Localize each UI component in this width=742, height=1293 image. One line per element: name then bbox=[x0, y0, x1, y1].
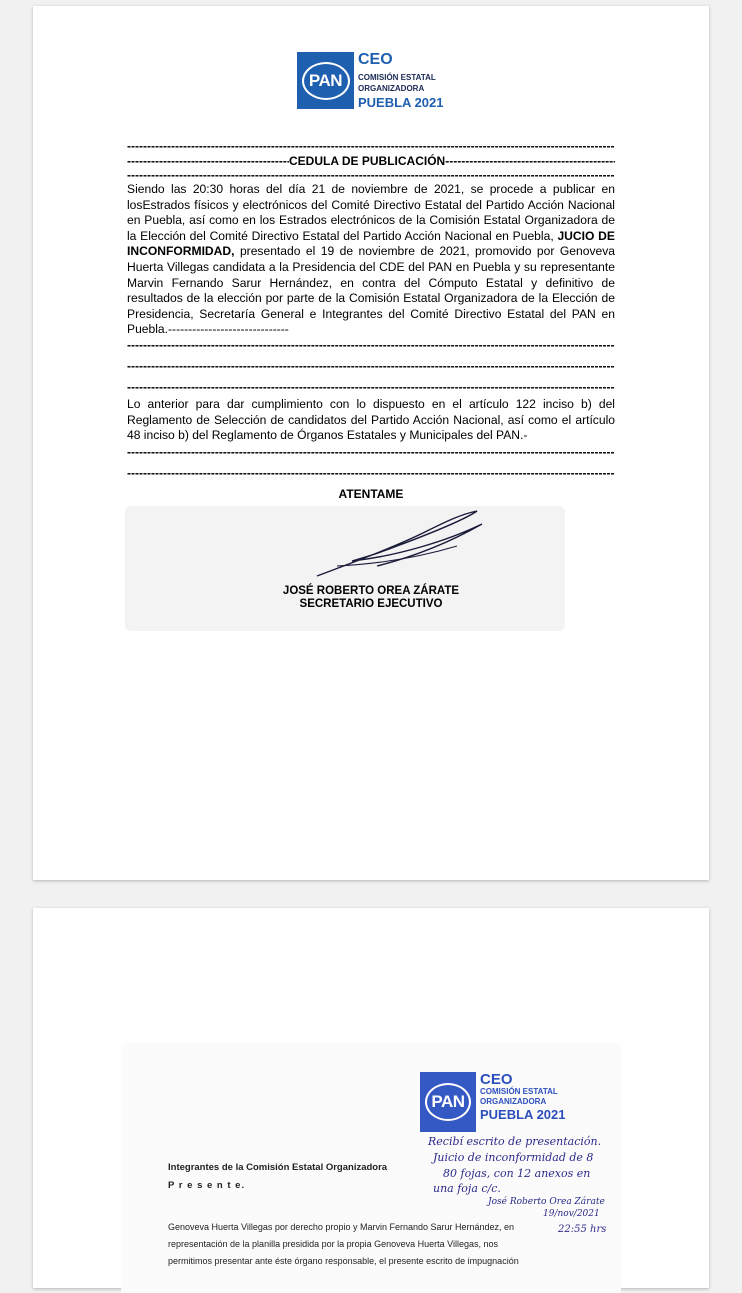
ceo-pan-stamp-logo: PAN CEO COMISIÓN ESTATAL ORGANIZADORA PUEBLA 2021 bbox=[420, 1072, 566, 1132]
handwritten-receipt-line: Juicio de inconformidad de 8 bbox=[433, 1151, 594, 1164]
pan-emblem-icon: PAN bbox=[297, 52, 354, 109]
cedula-body bbox=[127, 140, 615, 480]
presente: P r e s e n t e. bbox=[168, 1180, 246, 1191]
logo-year-line: PUEBLA 2021 bbox=[358, 95, 444, 110]
compliance-paragraph: Lo anterior para dar cumplimiento con lo dispuesto en el artículo 122 inciso b) del Reglamento de Selección de candidatos del Partido Acción Nacional, así como el artículo 48 inciso b) del Reglamento de Órganos Estatales y Municipales del PAN.- bbox=[127, 396, 615, 443]
pan-emblem-icon: PAN bbox=[420, 1072, 476, 1132]
publication-paragraph: Siendo las 20:30 horas del día 21 de noviembre de 2021, se procede a publicar en losEstrados físicos y electrónicos del Comité Directivo Estatal del Partido Acción Nacional en Puebla, así como en los Estrados electrónicos de la Comisión Estatal Organizadora de la Elección del Comité Directivo Estatal del Partido Acción Nacional en Puebla, JUCIO DE INCONFORMIDAD, presentado el 19 de noviembre de 2021, promovido por Genoveva Huerta Villegas candidata a la Presidencia del CDE del PAN en Puebla y su representante Marvin Fernando Sarur Hernández, en contra del Cómputo Estatal y definitivo de resultados de la elección por parte de la Comisión Estatal Organizadora de la Elección de Presidencia, Secretaría General e Integrantes del Comité Directivo Estatal del PAN en Puebla.------------------------------ bbox=[127, 182, 615, 337]
body-line: representación de la planilla presidida por la propia Genoveva Huerta Villegas, nos bbox=[168, 1239, 499, 1249]
cedula-title: CEDULA DE PUBLICACIÓN bbox=[289, 154, 446, 168]
handwritten-receipt-line: 22:55 hrs bbox=[558, 1224, 607, 1235]
handwritten-receipt-line: una foja c/c. bbox=[433, 1182, 501, 1195]
signer-name: JOSÉ ROBERTO OREA ZÁRATE bbox=[282, 585, 460, 597]
handwritten-receipt-line: 80 fojas, con 12 anexos en bbox=[443, 1167, 591, 1180]
separator bbox=[127, 140, 615, 153]
handwritten-receipt-line: Recibí escrito de presentación. bbox=[428, 1135, 602, 1148]
separator bbox=[127, 467, 615, 480]
signature-icon bbox=[277, 506, 507, 586]
closing-word: ATENTAME bbox=[338, 487, 404, 501]
ceo-pan-logo bbox=[297, 52, 444, 109]
logo-line1: COMISIÓN ESTATAL bbox=[358, 73, 436, 82]
handwritten-receipt-line: 19/nov/2021 bbox=[543, 1209, 600, 1219]
cedula-title-line bbox=[127, 153, 615, 169]
logo-ceo-text: CEO bbox=[358, 51, 393, 68]
addressee: Integrantes de la Comisión Estatal Organizadora bbox=[168, 1162, 388, 1173]
separator bbox=[127, 381, 615, 394]
separator bbox=[127, 446, 615, 459]
document-page-2 bbox=[33, 908, 709, 1288]
logo-line2: ORGANIZADORA bbox=[358, 84, 425, 93]
separator bbox=[127, 339, 615, 352]
separator bbox=[127, 360, 615, 373]
separator bbox=[127, 169, 615, 182]
handwritten-receipt-line: José Roberto Orea Zárate bbox=[488, 1197, 605, 1207]
body-line: permitimos presentar ante éste órgano responsable, el presente escrito de impugnación bbox=[168, 1256, 519, 1266]
body-line: Genoveva Huerta Villegas por derecho propio y Marvin Fernando Sarur Hernández, en bbox=[168, 1222, 515, 1232]
signer-title: SECRETARIO EJECUTIVO bbox=[299, 598, 443, 610]
document-page-1 bbox=[33, 6, 709, 880]
